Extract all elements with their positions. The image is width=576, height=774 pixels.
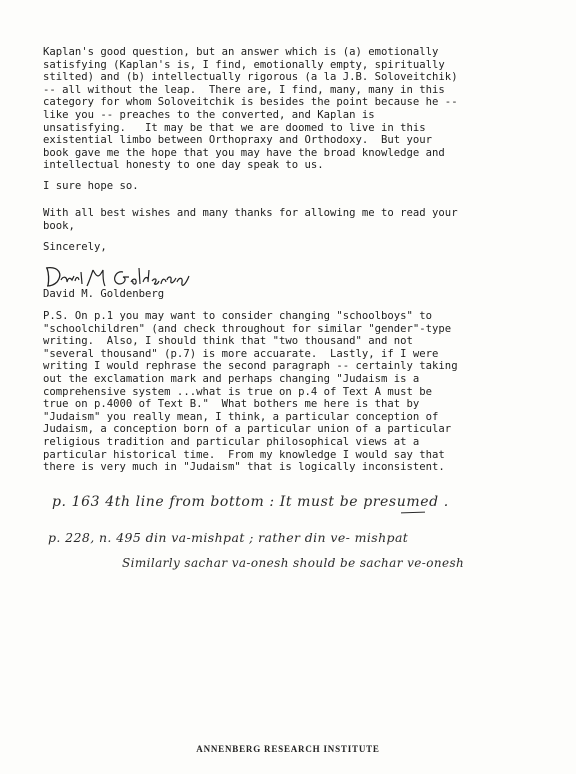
handwritten-note-similarly: Similarly sachar va-onesh should be sachar ve-onesh [122, 556, 465, 570]
letterhead-footer: ANNENBERG RESEARCH INSTITUTE [196, 744, 380, 754]
handwritten-signature [41, 262, 201, 290]
postscript: P.S. On p.1 you may want to consider changing "schoolboys" to "schoolchildren" (and check throughout for similar "gender"-type writing. Also, I should think that "two thousand" and not "several thousand" (p.7) is more accuarate. Lastly, if I were writing I would rephrase the second paragraph -- certainly taking out the exclamation mark and perhaps changing "Judaism is a comprehensive system ...what is true on p.4 of Text A must be true on p.4000 of Text B." What bothers me here is that by "Judaism" you really mean, I think, a particular conception of Judaism, a conception born of a particular union of a particular religious tradition and particular philosophical views at a particular historical time. From my knowledge I would say that there is very much in "Judaism" that is logically inconsistent. [43, 310, 458, 474]
handwritten-underline [401, 512, 425, 514]
closing-sincerely: Sincerely, [43, 241, 107, 253]
body-paragraph: Kaplan's good question, but an answer which is (a) emotionally satisfying (Kaplan's is, I find, emotionally empty, spiritually stilted) and (b) intellectually rigorous (a la J.B. Soloveitchik) -- all without the leap. There are, I find, many, many in this category for whom Soloveitchik is besides the point because he -- like you -- preaches to the converted, and Kaplan is unsatisfying. It may be that we are doomed to live in this existential limbo between Orthopraxy and Orthodoxy. But your book gave me the hope that you may have the broad knowledge and intellectual honesty to one day speak to us. [43, 46, 458, 172]
handwritten-note-page-228: p. 228, n. 495 din va-mishpat ; rather din ve- mishpat [48, 530, 409, 545]
handwritten-note-page-163: p. 163 4th line from bottom : It must be presumed . [52, 494, 449, 510]
closing-line-hope: I sure hope so. [43, 180, 139, 192]
closing-line-wishes: With all best wishes and many thanks for allowing me to read your book, [43, 207, 458, 232]
signer-name: David M. Goldenberg [43, 288, 165, 300]
